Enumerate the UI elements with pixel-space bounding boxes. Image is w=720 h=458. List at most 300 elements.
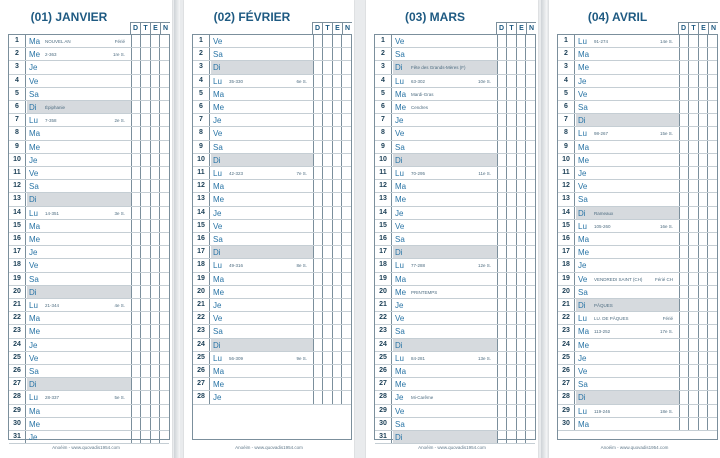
status-cell[interactable] — [140, 35, 150, 47]
day-row[interactable] — [558, 127, 717, 140]
status-cell[interactable] — [341, 299, 351, 311]
status-cell[interactable] — [322, 378, 332, 390]
day-row[interactable] — [558, 286, 717, 299]
status-cell[interactable] — [497, 299, 507, 311]
status-cell[interactable] — [506, 220, 516, 232]
status-cell[interactable] — [140, 273, 150, 285]
day-row[interactable] — [9, 141, 169, 154]
status-cell[interactable] — [159, 141, 169, 153]
day-row[interactable] — [558, 339, 717, 352]
status-cell[interactable] — [497, 405, 507, 417]
status-cell[interactable] — [707, 378, 717, 390]
day-row[interactable] — [558, 193, 717, 206]
status-cell[interactable] — [150, 299, 160, 311]
status-cell[interactable] — [341, 35, 351, 47]
status-cell[interactable] — [506, 312, 516, 324]
status-cell[interactable] — [525, 35, 535, 47]
status-cell[interactable] — [140, 207, 150, 219]
status-cell[interactable] — [707, 167, 717, 179]
status-cell[interactable] — [131, 299, 141, 311]
day-row[interactable] — [375, 61, 535, 74]
status-cell[interactable] — [525, 141, 535, 153]
status-cell[interactable] — [313, 378, 323, 390]
status-cell[interactable] — [506, 365, 516, 377]
status-cell[interactable] — [159, 299, 169, 311]
status-cell[interactable] — [341, 207, 351, 219]
status-cell[interactable] — [516, 114, 526, 126]
status-cell[interactable] — [131, 352, 141, 364]
day-row[interactable] — [9, 312, 169, 325]
status-cell[interactable] — [497, 352, 507, 364]
status-cell[interactable] — [159, 405, 169, 417]
status-cell[interactable] — [707, 286, 717, 298]
day-row[interactable] — [9, 48, 169, 61]
status-cell[interactable] — [679, 220, 689, 232]
status-cell[interactable] — [516, 127, 526, 139]
day-row[interactable] — [375, 378, 535, 391]
status-cell[interactable] — [516, 299, 526, 311]
status-cell[interactable] — [150, 220, 160, 232]
status-cell[interactable] — [679, 88, 689, 100]
status-cell[interactable] — [506, 339, 516, 351]
status-cell[interactable] — [140, 339, 150, 351]
status-cell[interactable] — [322, 180, 332, 192]
status-cell[interactable] — [707, 61, 717, 73]
day-row[interactable] — [375, 88, 535, 101]
day-row[interactable] — [375, 418, 535, 431]
status-cell[interactable] — [332, 75, 342, 87]
status-cell[interactable] — [150, 61, 160, 73]
status-cell[interactable] — [525, 431, 535, 443]
status-cell[interactable] — [679, 246, 689, 258]
status-cell[interactable] — [525, 378, 535, 390]
status-cell[interactable] — [131, 312, 141, 324]
status-cell[interactable] — [707, 312, 717, 324]
day-row[interactable] — [9, 114, 169, 127]
day-row[interactable] — [375, 48, 535, 61]
status-cell[interactable] — [516, 88, 526, 100]
status-cell[interactable] — [140, 352, 150, 364]
status-cell[interactable] — [322, 88, 332, 100]
status-cell[interactable] — [698, 114, 708, 126]
day-row[interactable] — [9, 154, 169, 167]
status-cell[interactable] — [698, 312, 708, 324]
status-cell[interactable] — [688, 352, 698, 364]
status-cell[interactable] — [150, 88, 160, 100]
status-cell[interactable] — [322, 167, 332, 179]
status-cell[interactable] — [313, 365, 323, 377]
status-cell[interactable] — [707, 405, 717, 417]
status-cell[interactable] — [332, 127, 342, 139]
day-row[interactable] — [375, 246, 535, 259]
status-cell[interactable] — [679, 418, 689, 430]
status-cell[interactable] — [707, 220, 717, 232]
status-cell[interactable] — [322, 352, 332, 364]
day-row[interactable] — [375, 325, 535, 338]
status-cell[interactable] — [679, 75, 689, 87]
status-cell[interactable] — [322, 35, 332, 47]
status-cell[interactable] — [698, 352, 708, 364]
status-cell[interactable] — [497, 431, 507, 443]
status-cell[interactable] — [679, 405, 689, 417]
day-row[interactable] — [193, 101, 351, 114]
status-cell[interactable] — [159, 127, 169, 139]
status-cell[interactable] — [698, 259, 708, 271]
status-cell[interactable] — [707, 365, 717, 377]
status-cell[interactable] — [688, 220, 698, 232]
status-cell[interactable] — [313, 207, 323, 219]
status-cell[interactable] — [688, 61, 698, 73]
day-row[interactable] — [9, 259, 169, 272]
status-cell[interactable] — [497, 259, 507, 271]
status-cell[interactable] — [159, 75, 169, 87]
status-cell[interactable] — [150, 167, 160, 179]
status-cell[interactable] — [313, 391, 323, 403]
day-row[interactable] — [9, 325, 169, 338]
status-cell[interactable] — [688, 193, 698, 205]
status-cell[interactable] — [516, 180, 526, 192]
status-cell[interactable] — [698, 167, 708, 179]
status-cell[interactable] — [313, 325, 323, 337]
day-row[interactable] — [193, 141, 351, 154]
status-cell[interactable] — [516, 246, 526, 258]
status-cell[interactable] — [506, 127, 516, 139]
status-cell[interactable] — [341, 325, 351, 337]
status-cell[interactable] — [322, 246, 332, 258]
day-row[interactable] — [193, 246, 351, 259]
status-cell[interactable] — [679, 35, 689, 47]
status-cell[interactable] — [707, 48, 717, 60]
status-cell[interactable] — [679, 312, 689, 324]
status-cell[interactable] — [140, 299, 150, 311]
status-cell[interactable] — [688, 101, 698, 113]
day-row[interactable] — [375, 299, 535, 312]
status-cell[interactable] — [140, 431, 150, 443]
status-cell[interactable] — [150, 325, 160, 337]
status-cell[interactable] — [516, 286, 526, 298]
status-cell[interactable] — [688, 312, 698, 324]
day-row[interactable] — [193, 273, 351, 286]
day-row[interactable] — [375, 312, 535, 325]
status-cell[interactable] — [688, 233, 698, 245]
status-cell[interactable] — [341, 114, 351, 126]
status-cell[interactable] — [679, 259, 689, 271]
status-cell[interactable] — [698, 418, 708, 430]
status-cell[interactable] — [525, 75, 535, 87]
status-cell[interactable] — [150, 339, 160, 351]
status-cell[interactable] — [159, 273, 169, 285]
status-cell[interactable] — [150, 48, 160, 60]
status-cell[interactable] — [516, 61, 526, 73]
status-cell[interactable] — [150, 418, 160, 430]
status-cell[interactable] — [341, 378, 351, 390]
day-row[interactable] — [558, 88, 717, 101]
status-cell[interactable] — [140, 325, 150, 337]
day-row[interactable] — [375, 352, 535, 365]
status-cell[interactable] — [313, 101, 323, 113]
status-cell[interactable] — [322, 220, 332, 232]
status-cell[interactable] — [698, 325, 708, 337]
status-cell[interactable] — [679, 378, 689, 390]
status-cell[interactable] — [516, 220, 526, 232]
status-cell[interactable] — [679, 339, 689, 351]
status-cell[interactable] — [140, 88, 150, 100]
status-cell[interactable] — [506, 273, 516, 285]
status-cell[interactable] — [332, 207, 342, 219]
status-cell[interactable] — [516, 101, 526, 113]
day-row[interactable] — [558, 299, 717, 312]
status-cell[interactable] — [140, 220, 150, 232]
status-cell[interactable] — [131, 193, 141, 205]
status-cell[interactable] — [698, 339, 708, 351]
status-cell[interactable] — [150, 35, 160, 47]
status-cell[interactable] — [506, 114, 516, 126]
status-cell[interactable] — [332, 246, 342, 258]
status-cell[interactable] — [159, 246, 169, 258]
status-cell[interactable] — [525, 114, 535, 126]
status-cell[interactable] — [131, 167, 141, 179]
status-cell[interactable] — [679, 114, 689, 126]
day-row[interactable] — [9, 180, 169, 193]
status-cell[interactable] — [698, 180, 708, 192]
status-cell[interactable] — [506, 167, 516, 179]
status-cell[interactable] — [516, 352, 526, 364]
status-cell[interactable] — [497, 75, 507, 87]
status-cell[interactable] — [332, 378, 342, 390]
status-cell[interactable] — [131, 418, 141, 430]
day-row[interactable] — [558, 167, 717, 180]
status-cell[interactable] — [688, 88, 698, 100]
day-row[interactable] — [558, 405, 717, 418]
status-cell[interactable] — [497, 48, 507, 60]
status-cell[interactable] — [150, 101, 160, 113]
status-cell[interactable] — [525, 233, 535, 245]
status-cell[interactable] — [525, 88, 535, 100]
status-cell[interactable] — [313, 312, 323, 324]
status-cell[interactable] — [332, 312, 342, 324]
status-cell[interactable] — [332, 352, 342, 364]
status-cell[interactable] — [707, 35, 717, 47]
status-cell[interactable] — [506, 88, 516, 100]
day-row[interactable] — [558, 233, 717, 246]
status-cell[interactable] — [679, 391, 689, 403]
status-cell[interactable] — [322, 141, 332, 153]
status-cell[interactable] — [332, 141, 342, 153]
day-row[interactable] — [375, 154, 535, 167]
day-row[interactable] — [9, 101, 169, 114]
status-cell[interactable] — [131, 431, 141, 443]
status-cell[interactable] — [332, 193, 342, 205]
status-cell[interactable] — [525, 207, 535, 219]
status-cell[interactable] — [131, 61, 141, 73]
status-cell[interactable] — [688, 154, 698, 166]
status-cell[interactable] — [341, 167, 351, 179]
status-cell[interactable] — [679, 207, 689, 219]
status-cell[interactable] — [131, 273, 141, 285]
status-cell[interactable] — [140, 101, 150, 113]
day-row[interactable] — [193, 61, 351, 74]
day-row[interactable] — [375, 365, 535, 378]
status-cell[interactable] — [131, 207, 141, 219]
status-cell[interactable] — [131, 246, 141, 258]
status-cell[interactable] — [159, 312, 169, 324]
day-row[interactable] — [558, 365, 717, 378]
day-row[interactable] — [558, 75, 717, 88]
status-cell[interactable] — [497, 127, 507, 139]
status-cell[interactable] — [322, 391, 332, 403]
status-cell[interactable] — [525, 154, 535, 166]
day-row[interactable] — [9, 352, 169, 365]
day-row[interactable] — [558, 418, 717, 431]
status-cell[interactable] — [688, 246, 698, 258]
day-row[interactable] — [9, 365, 169, 378]
status-cell[interactable] — [131, 154, 141, 166]
status-cell[interactable] — [516, 207, 526, 219]
status-cell[interactable] — [332, 259, 342, 271]
status-cell[interactable] — [159, 418, 169, 430]
status-cell[interactable] — [707, 233, 717, 245]
status-cell[interactable] — [698, 286, 708, 298]
status-cell[interactable] — [341, 101, 351, 113]
status-cell[interactable] — [497, 167, 507, 179]
status-cell[interactable] — [159, 339, 169, 351]
status-cell[interactable] — [150, 273, 160, 285]
status-cell[interactable] — [516, 167, 526, 179]
status-cell[interactable] — [688, 299, 698, 311]
status-cell[interactable] — [506, 405, 516, 417]
status-cell[interactable] — [150, 180, 160, 192]
status-cell[interactable] — [497, 365, 507, 377]
day-row[interactable] — [375, 405, 535, 418]
status-cell[interactable] — [341, 286, 351, 298]
status-cell[interactable] — [497, 114, 507, 126]
status-cell[interactable] — [322, 154, 332, 166]
status-cell[interactable] — [525, 299, 535, 311]
day-row[interactable] — [193, 325, 351, 338]
status-cell[interactable] — [497, 180, 507, 192]
status-cell[interactable] — [688, 339, 698, 351]
status-cell[interactable] — [159, 88, 169, 100]
status-cell[interactable] — [506, 352, 516, 364]
day-row[interactable] — [9, 233, 169, 246]
status-cell[interactable] — [131, 286, 141, 298]
status-cell[interactable] — [140, 167, 150, 179]
day-row[interactable] — [193, 114, 351, 127]
status-cell[interactable] — [313, 273, 323, 285]
status-cell[interactable] — [698, 273, 708, 285]
day-row[interactable] — [193, 378, 351, 391]
status-cell[interactable] — [131, 180, 141, 192]
status-cell[interactable] — [506, 431, 516, 443]
status-cell[interactable] — [698, 61, 708, 73]
status-cell[interactable] — [322, 127, 332, 139]
status-cell[interactable] — [698, 391, 708, 403]
status-cell[interactable] — [341, 233, 351, 245]
status-cell[interactable] — [525, 167, 535, 179]
status-cell[interactable] — [150, 365, 160, 377]
day-row[interactable] — [193, 88, 351, 101]
day-row[interactable] — [193, 207, 351, 220]
status-cell[interactable] — [159, 114, 169, 126]
status-cell[interactable] — [150, 405, 160, 417]
status-cell[interactable] — [341, 180, 351, 192]
status-cell[interactable] — [516, 193, 526, 205]
status-cell[interactable] — [322, 193, 332, 205]
status-cell[interactable] — [525, 418, 535, 430]
status-cell[interactable] — [322, 61, 332, 73]
status-cell[interactable] — [497, 325, 507, 337]
status-cell[interactable] — [341, 259, 351, 271]
status-cell[interactable] — [150, 207, 160, 219]
status-cell[interactable] — [688, 127, 698, 139]
status-cell[interactable] — [131, 101, 141, 113]
day-row[interactable] — [9, 299, 169, 312]
day-row[interactable] — [375, 391, 535, 404]
status-cell[interactable] — [688, 259, 698, 271]
status-cell[interactable] — [688, 365, 698, 377]
status-cell[interactable] — [707, 418, 717, 430]
status-cell[interactable] — [516, 154, 526, 166]
status-cell[interactable] — [159, 259, 169, 271]
status-cell[interactable] — [688, 180, 698, 192]
status-cell[interactable] — [497, 207, 507, 219]
status-cell[interactable] — [698, 207, 708, 219]
day-row[interactable] — [558, 246, 717, 259]
status-cell[interactable] — [679, 365, 689, 377]
status-cell[interactable] — [516, 259, 526, 271]
status-cell[interactable] — [322, 299, 332, 311]
status-cell[interactable] — [159, 286, 169, 298]
status-cell[interactable] — [688, 114, 698, 126]
status-cell[interactable] — [688, 207, 698, 219]
status-cell[interactable] — [332, 220, 342, 232]
status-cell[interactable] — [516, 418, 526, 430]
status-cell[interactable] — [313, 75, 323, 87]
status-cell[interactable] — [332, 35, 342, 47]
status-cell[interactable] — [332, 391, 342, 403]
day-row[interactable] — [193, 299, 351, 312]
status-cell[interactable] — [159, 365, 169, 377]
day-row[interactable] — [9, 75, 169, 88]
status-cell[interactable] — [140, 259, 150, 271]
status-cell[interactable] — [707, 246, 717, 258]
status-cell[interactable] — [159, 167, 169, 179]
status-cell[interactable] — [688, 405, 698, 417]
status-cell[interactable] — [140, 48, 150, 60]
day-row[interactable] — [558, 154, 717, 167]
status-cell[interactable] — [341, 246, 351, 258]
day-row[interactable] — [193, 259, 351, 272]
status-cell[interactable] — [516, 233, 526, 245]
status-cell[interactable] — [150, 286, 160, 298]
status-cell[interactable] — [313, 127, 323, 139]
status-cell[interactable] — [140, 246, 150, 258]
status-cell[interactable] — [516, 273, 526, 285]
status-cell[interactable] — [707, 180, 717, 192]
status-cell[interactable] — [525, 339, 535, 351]
status-cell[interactable] — [698, 193, 708, 205]
status-cell[interactable] — [313, 259, 323, 271]
status-cell[interactable] — [159, 352, 169, 364]
day-row[interactable] — [9, 207, 169, 220]
status-cell[interactable] — [140, 418, 150, 430]
status-cell[interactable] — [688, 141, 698, 153]
day-row[interactable] — [9, 127, 169, 140]
status-cell[interactable] — [688, 35, 698, 47]
day-row[interactable] — [193, 35, 351, 48]
status-cell[interactable] — [679, 325, 689, 337]
status-cell[interactable] — [150, 391, 160, 403]
